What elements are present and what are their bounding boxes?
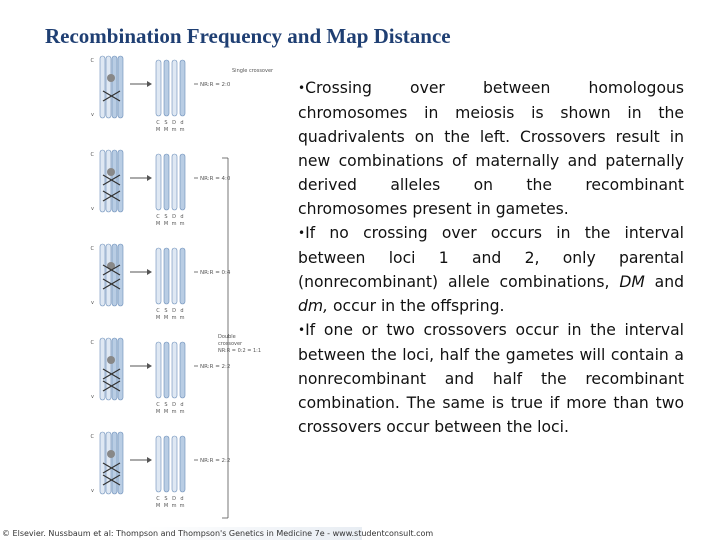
gamete-chromosome bbox=[172, 248, 177, 304]
quadrivalent-chromatid bbox=[106, 56, 111, 118]
allele-label: v bbox=[91, 300, 94, 306]
allele-letter: M bbox=[155, 315, 161, 321]
allele-letter: m bbox=[179, 127, 185, 133]
allele-dm-upper: DM bbox=[619, 273, 645, 291]
double-ratio-label: NR:R = 0:2 = 1:1 bbox=[218, 348, 262, 354]
allele-letter: D bbox=[172, 308, 176, 314]
allele-label: v bbox=[91, 112, 94, 118]
bullet-icon: • bbox=[298, 323, 306, 337]
allele-letter: m bbox=[179, 409, 185, 415]
allele-letter: M bbox=[163, 221, 169, 227]
paragraph-no-crossing bbox=[298, 221, 684, 318]
allele-label: C bbox=[90, 152, 94, 158]
paragraph-crossing-over bbox=[298, 76, 684, 221]
centromere-icon bbox=[107, 74, 115, 82]
gamete-chromosome bbox=[164, 60, 169, 116]
ratio-label: NR:R = 2:0 bbox=[200, 82, 231, 88]
paragraph-3-text: If one or two crossovers occur in the interval between the loci, half the gametes will contain a nonrecombinant and half the recombinant combination. The same is true if more than two crossovers occur between the loci. bbox=[298, 321, 684, 436]
quadrivalent-chromatid bbox=[118, 244, 123, 306]
slide-title: Recombination Frequency and Map Distance bbox=[45, 24, 451, 48]
figure-copyright-caption: © Elsevier. Nussbaum et al: Thompson and Thompson's Genetics in Medicine 7e - www.studentconsult.com bbox=[2, 529, 434, 538]
allele-label: v bbox=[91, 394, 94, 400]
gamete-chromosome bbox=[180, 342, 185, 398]
allele-letter: C bbox=[156, 496, 160, 502]
arrow-head-icon bbox=[147, 363, 152, 369]
allele-letter: m bbox=[171, 315, 177, 321]
allele-letter: m bbox=[171, 503, 177, 509]
meiosis-crossover-figure bbox=[0, 48, 290, 540]
quadrivalent-chromatid bbox=[106, 244, 111, 306]
double-crossover-label: Double bbox=[218, 334, 236, 340]
quadrivalent-chromatid bbox=[112, 56, 117, 118]
bullet-icon: • bbox=[298, 81, 306, 95]
allele-letter: S bbox=[164, 214, 168, 220]
allele-letter: S bbox=[164, 308, 168, 314]
allele-letter: d bbox=[180, 402, 184, 408]
allele-letter: C bbox=[156, 402, 160, 408]
single-crossover-label: Single crossover bbox=[232, 68, 274, 74]
ratio-label: NR:R = 2:2 bbox=[200, 458, 231, 464]
quadrivalent-chromatid bbox=[118, 150, 123, 212]
gamete-chromosome bbox=[156, 60, 161, 116]
gamete-chromosome bbox=[164, 436, 169, 492]
centromere-icon bbox=[107, 168, 115, 176]
slide-body-text bbox=[298, 76, 684, 439]
gamete-chromosome bbox=[172, 342, 177, 398]
arrow-head-icon bbox=[147, 175, 152, 181]
gamete-chromosome bbox=[172, 154, 177, 210]
gamete-chromosome bbox=[156, 154, 161, 210]
allele-letter: C bbox=[156, 120, 160, 126]
gamete-chromosome bbox=[180, 248, 185, 304]
allele-letter: m bbox=[171, 127, 177, 133]
quadrivalent-chromatid bbox=[100, 244, 105, 306]
ratio-label: NR:R = 4:0 bbox=[200, 176, 231, 182]
allele-letter: D bbox=[172, 402, 176, 408]
allele-label: C bbox=[90, 58, 94, 64]
gamete-chromosome bbox=[164, 248, 169, 304]
allele-dm-lower: dm, bbox=[298, 297, 329, 315]
gamete-chromosome bbox=[172, 436, 177, 492]
bullet-icon: • bbox=[298, 226, 306, 240]
allele-letter: D bbox=[172, 496, 176, 502]
allele-letter: C bbox=[156, 308, 160, 314]
gamete-chromosome bbox=[164, 342, 169, 398]
quadrivalent-chromatid bbox=[100, 150, 105, 212]
allele-letter: m bbox=[179, 315, 185, 321]
allele-letter: M bbox=[155, 127, 161, 133]
quadrivalent-chromatid bbox=[112, 338, 117, 400]
gamete-chromosome bbox=[164, 154, 169, 210]
paragraph-2-text-a: If no crossing over occurs in the interval between loci 1 and 2, only parental (nonrecombinant) allele combinations, bbox=[298, 224, 684, 291]
arrow-head-icon bbox=[147, 81, 152, 87]
paragraph-2-text-b: and bbox=[644, 273, 684, 291]
allele-label: v bbox=[91, 488, 94, 494]
allele-letter: M bbox=[155, 221, 161, 227]
allele-letter: D bbox=[172, 120, 176, 126]
gamete-chromosome bbox=[156, 436, 161, 492]
allele-letter: S bbox=[164, 120, 168, 126]
allele-letter: m bbox=[171, 409, 177, 415]
allele-label: C bbox=[90, 246, 94, 252]
allele-letter: S bbox=[164, 496, 168, 502]
gamete-chromosome bbox=[156, 248, 161, 304]
arrow-head-icon bbox=[147, 457, 152, 463]
allele-label: v bbox=[91, 206, 94, 212]
quadrivalent-chromatid bbox=[100, 56, 105, 118]
allele-letter: M bbox=[163, 503, 169, 509]
gamete-chromosome bbox=[180, 60, 185, 116]
centromere-icon bbox=[107, 450, 115, 458]
allele-letter: M bbox=[163, 409, 169, 415]
allele-letter: d bbox=[180, 214, 184, 220]
crossover-diagram bbox=[0, 48, 290, 528]
allele-letter: d bbox=[180, 496, 184, 502]
allele-letter: d bbox=[180, 308, 184, 314]
quadrivalent-chromatid bbox=[106, 338, 111, 400]
quadrivalent-chromatid bbox=[112, 432, 117, 494]
allele-letter: S bbox=[164, 402, 168, 408]
allele-label: C bbox=[90, 434, 94, 440]
allele-letter: D bbox=[172, 214, 176, 220]
paragraph-1-text: Crossing over between homologous chromosomes in meiosis is shown in the quadrivalents on the left. Crossovers result in new combinations of maternally and paternally derived alleles on the recombinant chromosomes present in gametes. bbox=[298, 79, 684, 218]
gamete-chromosome bbox=[180, 154, 185, 210]
allele-letter: M bbox=[155, 503, 161, 509]
allele-letter: m bbox=[171, 221, 177, 227]
gamete-chromosome bbox=[180, 436, 185, 492]
ratio-label: NR:R = 2:2 bbox=[200, 364, 231, 370]
allele-letter: C bbox=[156, 214, 160, 220]
allele-letter: m bbox=[179, 221, 185, 227]
quadrivalent-chromatid bbox=[112, 244, 117, 306]
centromere-icon bbox=[107, 356, 115, 364]
arrow-head-icon bbox=[147, 269, 152, 275]
ratio-label: NR:R = 0:4 bbox=[200, 270, 231, 276]
paragraph-2-text-c: occur in the offspring. bbox=[328, 297, 505, 315]
allele-label: C bbox=[90, 340, 94, 346]
quadrivalent-chromatid bbox=[106, 432, 111, 494]
gamete-chromosome bbox=[156, 342, 161, 398]
gamete-chromosome bbox=[172, 60, 177, 116]
allele-letter: M bbox=[163, 127, 169, 133]
double-crossover-label: crossover bbox=[218, 341, 243, 347]
allele-letter: M bbox=[163, 315, 169, 321]
allele-letter: d bbox=[180, 120, 184, 126]
paragraph-one-or-two bbox=[298, 318, 684, 439]
quadrivalent-chromatid bbox=[118, 56, 123, 118]
allele-letter: m bbox=[179, 503, 185, 509]
allele-letter: M bbox=[155, 409, 161, 415]
